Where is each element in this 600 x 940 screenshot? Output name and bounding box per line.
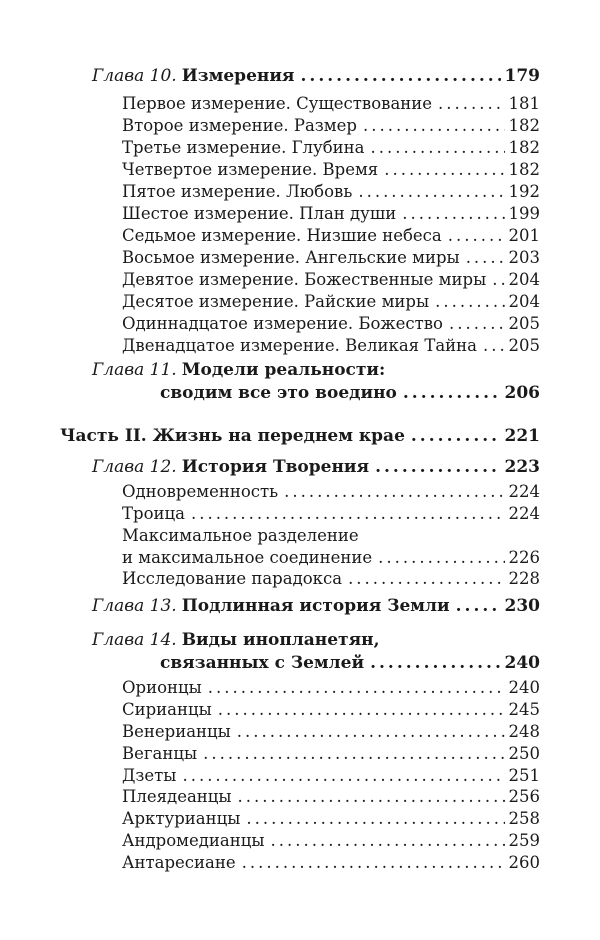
chapter-label: Глава 14.: [92, 630, 177, 650]
dot-leader: [208, 677, 505, 699]
dot-leader: [411, 425, 501, 447]
toc-entry[interactable]: [122, 225, 540, 247]
entry-title: Восьмое измерение. Ангельские миры: [122, 248, 460, 267]
toc-chapter-11-line1[interactable]: [92, 359, 385, 381]
toc-entry[interactable]: [122, 159, 540, 181]
entry-title: Дзеты: [122, 766, 177, 785]
dot-leader: [438, 93, 504, 115]
entry-title: Третье измерение. Глубина: [122, 138, 365, 157]
toc-entry[interactable]: [122, 830, 540, 852]
page-number: 206: [504, 383, 540, 403]
toc-chapter-11-line2[interactable]: [160, 382, 540, 404]
toc-chapter-14-line1[interactable]: [92, 629, 380, 651]
chapter-title: Модели реальности:: [181, 360, 386, 380]
entry-title: Андромедианцы: [122, 831, 265, 850]
toc-entry[interactable]: [122, 808, 540, 830]
page-number: 192: [508, 182, 540, 201]
page-number: 182: [508, 138, 540, 157]
chapter-title: Виды инопланетян,: [181, 630, 380, 650]
dot-leader: [483, 335, 505, 357]
page-number: 240: [508, 678, 540, 697]
page-number: 179: [504, 66, 540, 86]
entry-title: Плеядеанцы: [122, 787, 232, 806]
dot-leader: [371, 137, 505, 159]
page-number: 205: [508, 336, 540, 355]
page-number: 250: [508, 744, 540, 763]
entry-title: Антаресиане: [122, 853, 236, 872]
toc-entry[interactable]: [122, 503, 540, 525]
toc-entry[interactable]: [122, 677, 540, 699]
page-number: 258: [508, 809, 540, 828]
dot-leader: [246, 808, 504, 830]
toc-entry[interactable]: [122, 291, 540, 313]
entry-title: Четвертое измерение. Время: [122, 160, 379, 179]
page-number: 228: [508, 569, 540, 588]
page-number: 205: [508, 314, 540, 333]
entry-title: Сирианцы: [122, 700, 212, 719]
entry-title: Пятое измерение. Любовь: [122, 182, 353, 201]
toc-entry[interactable]: [122, 568, 540, 590]
toc-entry[interactable]: [122, 765, 540, 787]
dot-leader: [402, 203, 504, 225]
page-number: 224: [508, 482, 540, 501]
page-number: 224: [508, 504, 540, 523]
dot-leader: [384, 159, 504, 181]
page-number: 182: [508, 160, 540, 179]
dot-leader: [466, 247, 505, 269]
chapter-title: История Творения: [181, 457, 370, 477]
dot-leader: [456, 595, 501, 617]
page-number: 204: [508, 292, 540, 311]
page-number: 204: [508, 270, 540, 289]
page-number: 230: [504, 596, 540, 616]
page-number: 259: [508, 831, 540, 850]
dot-leader: [358, 181, 504, 203]
dot-leader: [218, 699, 505, 721]
page-number: 201: [508, 226, 540, 245]
dot-leader: [191, 503, 505, 525]
toc-chapter-14-line2[interactable]: [160, 652, 540, 674]
dot-leader: [270, 830, 504, 852]
dot-leader: [203, 743, 504, 765]
page-number: 182: [508, 116, 540, 135]
dot-leader: [370, 652, 500, 674]
entry-title: Седьмое измерение. Низшие небеса: [122, 226, 442, 245]
toc-entry[interactable]: [122, 547, 540, 569]
entry-title: Девятое измерение. Божественные миры: [122, 270, 487, 289]
entry-title: Венерианцы: [122, 722, 231, 741]
toc-entry[interactable]: [122, 247, 540, 269]
toc-entry[interactable]: [122, 481, 540, 503]
page-number: 260: [508, 853, 540, 872]
entry-title: Троица: [122, 504, 185, 523]
entry-title: Одиннадцатое измерение. Божество: [122, 314, 443, 333]
entry-title: Веганцы: [122, 744, 198, 763]
page-number: 248: [508, 722, 540, 741]
dot-leader: [182, 765, 504, 787]
entry-title: Десятое измерение. Райские миры: [122, 292, 430, 311]
entry-title: Одновременность: [122, 482, 279, 501]
chapter-title-continued: связанных с Землей: [160, 653, 365, 673]
page-number: 223: [504, 457, 540, 477]
page-number: 203: [508, 248, 540, 267]
toc-entry[interactable]: [122, 699, 540, 721]
dot-leader: [237, 721, 505, 743]
page-number: 221: [504, 426, 540, 446]
page-number: 199: [508, 204, 540, 223]
chapter-title: Измерения: [181, 66, 295, 86]
entry-title: и максимальное соединение: [122, 548, 373, 567]
chapter-title-continued: сводим все это воедино: [160, 383, 397, 403]
dot-leader: [449, 313, 505, 335]
toc-chapter-10[interactable]: [92, 65, 540, 87]
toc-entry[interactable]: [122, 181, 540, 203]
toc-entry[interactable]: [122, 93, 540, 115]
dot-leader: [492, 269, 504, 291]
toc-entry[interactable]: [122, 335, 540, 357]
toc-chapter-12[interactable]: [92, 456, 540, 478]
toc-entry[interactable]: [122, 269, 540, 291]
toc-entry[interactable]: [122, 115, 540, 137]
dot-leader: [375, 456, 500, 478]
page-number: 226: [508, 548, 540, 567]
dot-leader: [242, 852, 505, 874]
entry-title: Максимальное разделение: [122, 526, 359, 545]
toc-chapter-13[interactable]: [92, 595, 540, 617]
dot-leader: [435, 291, 504, 313]
dot-leader: [448, 225, 505, 247]
entry-title: Шестое измерение. План души: [122, 204, 397, 223]
toc-entry[interactable]: [122, 721, 540, 743]
dot-leader: [378, 547, 504, 569]
entry-title: Орионцы: [122, 678, 202, 697]
entry-title: Исследование парадокса: [122, 569, 343, 588]
toc-entry-line1[interactable]: [122, 525, 359, 547]
dot-leader: [238, 786, 505, 808]
chapter-label: Глава 11.: [92, 360, 177, 380]
toc-entry[interactable]: [122, 786, 540, 808]
toc-entry[interactable]: [122, 137, 540, 159]
toc-entry[interactable]: [122, 852, 540, 874]
page-number: 181: [508, 94, 540, 113]
toc-part-2[interactable]: [60, 425, 540, 447]
page-number: 256: [508, 787, 540, 806]
entry-title: Первое измерение. Существование: [122, 94, 433, 113]
toc-entry[interactable]: [122, 313, 540, 335]
part-title: Часть II. Жизнь на переднем крае: [60, 426, 405, 446]
entry-title: Арктурианцы: [122, 809, 241, 828]
dot-leader: [403, 382, 501, 404]
entry-title: Второе измерение. Размер: [122, 116, 357, 135]
page-number: 251: [508, 766, 540, 785]
toc-entry[interactable]: [122, 743, 540, 765]
chapter-label: Глава 13.: [92, 596, 177, 616]
dot-leader: [301, 65, 501, 87]
chapter-label: Глава 12.: [92, 457, 177, 477]
dot-leader: [363, 115, 505, 137]
dot-leader: [284, 481, 504, 503]
toc-entry[interactable]: [122, 203, 540, 225]
entry-title: Двенадцатое измерение. Великая Тайна: [122, 336, 477, 355]
chapter-title: Подлинная история Земли: [181, 596, 450, 616]
chapter-label: Глава 10.: [92, 66, 177, 86]
dot-leader: [348, 568, 504, 590]
page-number: 240: [504, 653, 540, 673]
page-number: 245: [508, 700, 540, 719]
